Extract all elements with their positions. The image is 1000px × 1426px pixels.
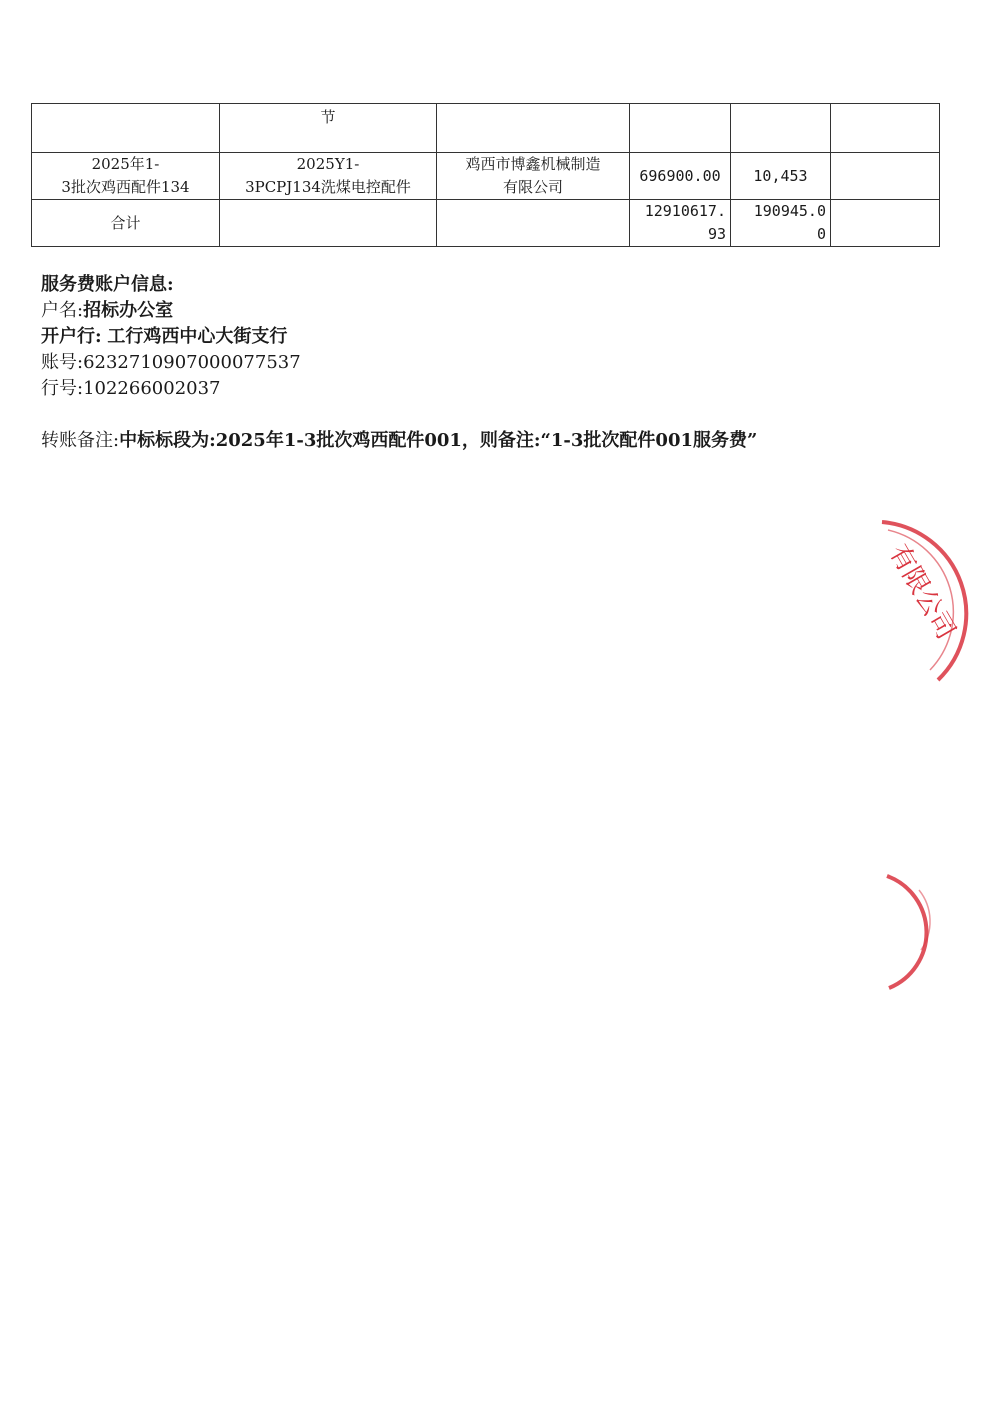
table-row bbox=[32, 153, 940, 200]
bank-value: 工行鸡西中心大街支行 bbox=[107, 326, 288, 347]
bank-label: 开户行: bbox=[41, 326, 102, 347]
table-cell bbox=[831, 200, 940, 247]
table-cell-total-label: 合计 bbox=[32, 200, 220, 247]
account-name-label: 户名: bbox=[41, 300, 84, 321]
table-cell bbox=[831, 153, 940, 200]
table-cell bbox=[220, 200, 437, 247]
table-cell bbox=[437, 200, 630, 247]
table-cell-company: 鸡西市博鑫机械制造 有限公司 bbox=[437, 153, 630, 200]
table-row bbox=[32, 104, 940, 153]
account-title: 服务费账户信息: bbox=[41, 274, 174, 295]
table-cell bbox=[437, 104, 630, 153]
table-cell bbox=[32, 104, 220, 153]
table-cell bbox=[731, 104, 831, 153]
seal-text: 有限公司 bbox=[882, 539, 961, 645]
table-cell-fee: 10,453 bbox=[731, 153, 831, 200]
transfer-remark bbox=[41, 428, 757, 454]
table-cell: 节 bbox=[220, 104, 437, 153]
account-number-label: 账号: bbox=[41, 352, 84, 373]
table-cell-code: 2025Y1- 3PCPJ134洗煤电控配件 bbox=[220, 153, 437, 200]
table-cell-total-fee: 190945.0 0 bbox=[731, 200, 831, 247]
account-name-value: 招标办公室 bbox=[83, 300, 174, 321]
account-info bbox=[41, 272, 301, 402]
table-cell bbox=[831, 104, 940, 153]
seal-fragment bbox=[875, 870, 945, 995]
bid-table bbox=[31, 103, 940, 247]
table-cell-total-amount: 12910617. 93 bbox=[630, 200, 731, 247]
table-cell-lot: 2025年1- 3批次鸡西配件134 bbox=[32, 153, 220, 200]
bank-number-value: 102266002037 bbox=[83, 378, 221, 399]
remark-text: 中标标段为:2025年1-3批次鸡西配件001，则备注:“1-3批次配件001服务费” bbox=[119, 430, 758, 451]
table-row bbox=[32, 200, 940, 247]
bank-number-label: 行号: bbox=[41, 378, 84, 399]
table-cell-amount: 696900.00 bbox=[630, 153, 731, 200]
company-seal bbox=[860, 510, 980, 710]
account-number-value: 6232710907000077537 bbox=[83, 352, 301, 373]
table-cell bbox=[630, 104, 731, 153]
remark-label: 转账备注: bbox=[41, 430, 120, 451]
